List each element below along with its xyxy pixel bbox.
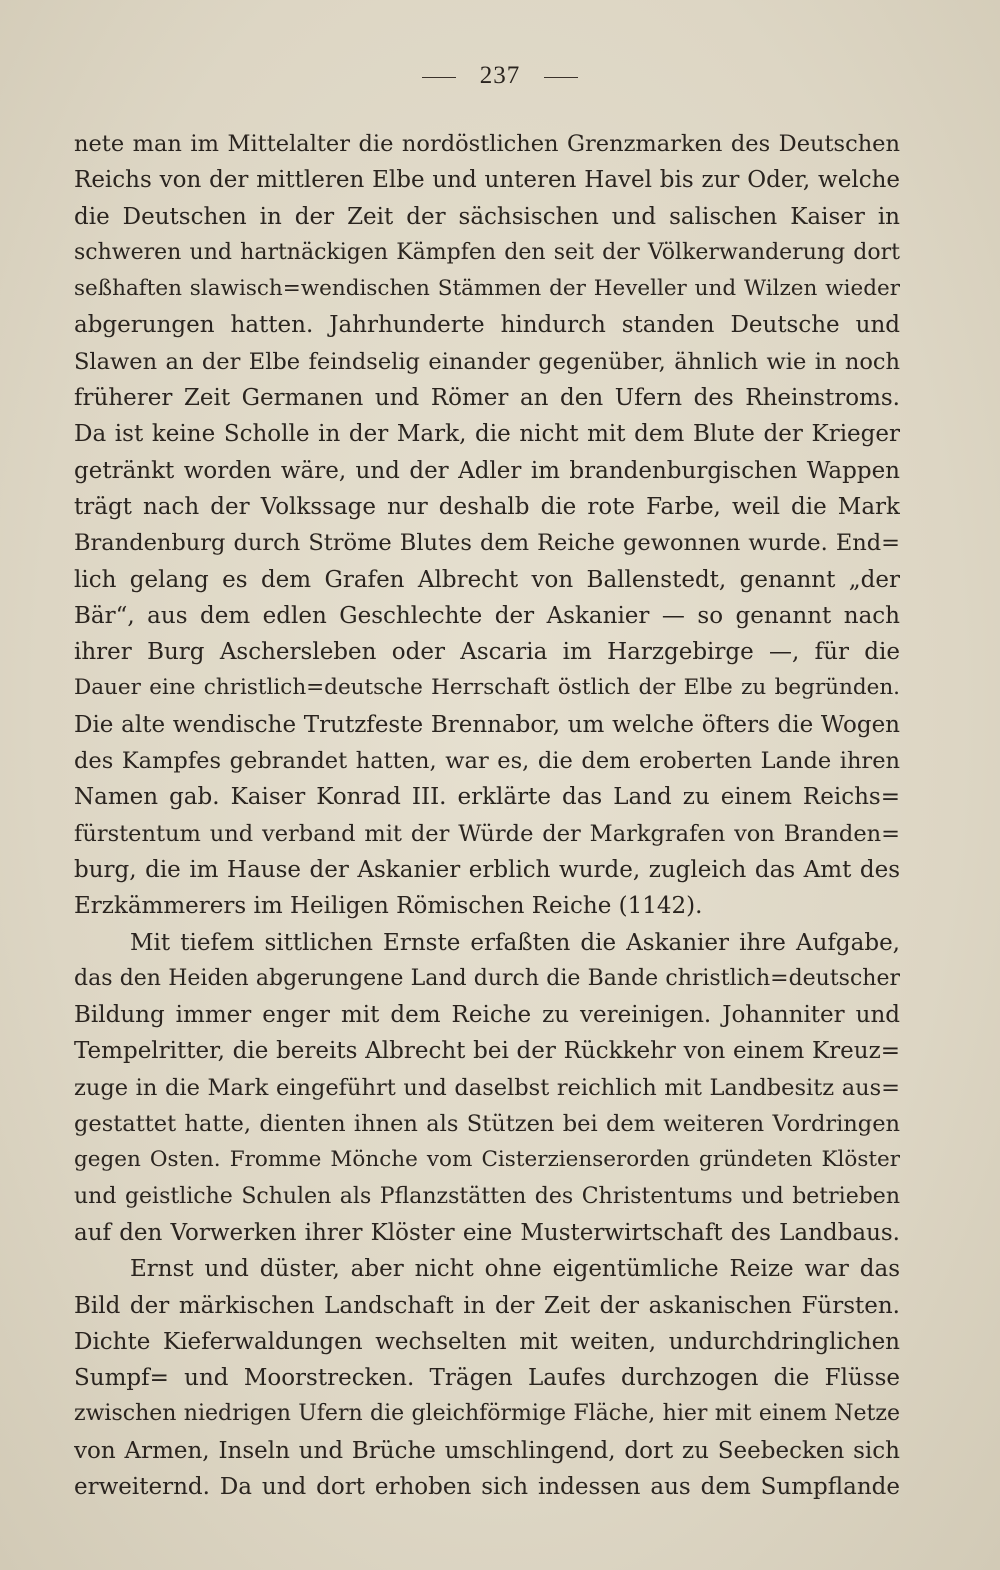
text-line: Dauer eine christlich=deutsche Herrschaft östlich der Elbe zu begründen. bbox=[74, 675, 900, 701]
text-line: früherer Zeit Germanen und Römer an den Ufern des Rheinstroms. bbox=[74, 385, 900, 412]
text-line: Da ist keine Scholle in der Mark, die nicht mit dem Blute der Krieger bbox=[74, 421, 900, 448]
text-line: Ernst und düster, aber nicht ohne eigentümliche Reize war das bbox=[130, 1256, 900, 1283]
text-line: Bild der märkischen Landschaft in der Zeit der askanischen Fürsten. bbox=[74, 1292, 900, 1319]
text-line: getränkt worden wäre, und der Adler im brandenburgischen Wappen bbox=[74, 457, 900, 484]
page-number: 237 bbox=[479, 62, 521, 89]
text-line: und geistliche Schulen als Pflanzstätten des Christentums und betrieben bbox=[74, 1183, 900, 1209]
text-line: Reichs von der mittleren Elbe und unteren Havel bis zur Oder, welche bbox=[74, 167, 900, 194]
text-line: Bildung immer enger mit dem Reiche zu vereinigen. Johanniter und bbox=[74, 1002, 900, 1029]
header-dash-left bbox=[422, 77, 456, 78]
text-line: gegen Osten. Fromme Mönche vom Cisterzienserorden gründeten Klöster bbox=[74, 1147, 900, 1173]
text-line: zwischen niedrigen Ufern die gleichförmige Fläche, hier mit einem Netze bbox=[74, 1401, 900, 1427]
text-line: Mit tiefem sittlichen Ernste erfaßten die Askanier ihre Aufgabe, bbox=[130, 929, 900, 956]
text-line: zuge in die Mark eingeführt und daselbst reichlich mit Landbesitz aus= bbox=[74, 1074, 900, 1101]
text-line: fürstentum und verband mit der Würde der Markgrafen von Branden= bbox=[74, 820, 900, 847]
text-line: auf den Vorwerken ihrer Klöster eine Musterwirtschaft des Landbaus. bbox=[74, 1219, 900, 1246]
text-line: lich gelang es dem Grafen Albrecht von Ballenstedt, genannt „der bbox=[74, 566, 900, 593]
text-line: Slawen an der Elbe feindselig einander gegenüber, ähnlich wie in noch bbox=[74, 348, 900, 375]
text-line: nete man im Mittelalter die nordöstlichen Grenzmarken des Deutschen bbox=[74, 131, 900, 157]
text-line: schweren und hartnäckigen Kämpfen den seit der Völkerwanderung dort bbox=[74, 239, 900, 265]
text-line: seßhaften slawisch=wendischen Stämmen der Heveller und Wilzen wieder bbox=[74, 276, 900, 302]
header-dash-right bbox=[544, 77, 578, 78]
body-text bbox=[74, 126, 900, 1505]
text-line: Sumpf= und Moorstrecken. Trägen Laufes durchzogen die Flüsse bbox=[74, 1365, 900, 1392]
text-line: Dichte Kieferwaldungen wechselten mit weiten, undurchdringlichen bbox=[74, 1328, 900, 1355]
text-line: Bär“, aus dem edlen Geschlechte der Askanier — so genannt nach bbox=[74, 602, 900, 629]
text-line: trägt nach der Volkssage nur deshalb die rote Farbe, weil die Mark bbox=[74, 493, 900, 520]
text-line: Erzkämmerers im Heiligen Römischen Reiche (1142). bbox=[74, 893, 703, 920]
text-line: abgerungen hatten. Jahrhunderte hindurch standen Deutsche und bbox=[74, 312, 900, 339]
text-line: des Kampfes gebrandet hatten, war es, die dem eroberten Lande ihren bbox=[74, 748, 900, 775]
text-line: burg, die im Hause der Askanier erblich wurde, zugleich das Amt des bbox=[74, 856, 900, 883]
text-line: ihrer Burg Aschersleben oder Ascaria im Harzgebirge —, für die bbox=[74, 639, 900, 666]
page-header bbox=[0, 62, 1000, 90]
text-line: das den Heiden abgerungene Land durch die Bande christlich=deutscher bbox=[74, 965, 900, 991]
text-line: gestattet hatte, dienten ihnen als Stützen bei dem weiteren Vordringen bbox=[74, 1111, 900, 1138]
text-line: von Armen, Inseln und Brüche umschlingend, dort zu Seebecken sich bbox=[74, 1437, 900, 1464]
text-line: Brandenburg durch Ströme Blutes dem Reiche gewonnen wurde. End= bbox=[74, 530, 900, 557]
text-line: Namen gab. Kaiser Konrad III. erklärte das Land zu einem Reichs= bbox=[74, 784, 900, 811]
text-line: erweiternd. Da und dort erhoben sich indessen aus dem Sumpflande bbox=[74, 1473, 900, 1500]
text-line: Tempelritter, die bereits Albrecht bei der Rückkehr von einem Kreuz= bbox=[74, 1038, 900, 1065]
text-line: die Deutschen in der Zeit der sächsischen und salischen Kaiser in bbox=[74, 203, 900, 230]
text-line: Die alte wendische Trutzfeste Brennabor, um welche öfters die Wogen bbox=[74, 711, 900, 738]
